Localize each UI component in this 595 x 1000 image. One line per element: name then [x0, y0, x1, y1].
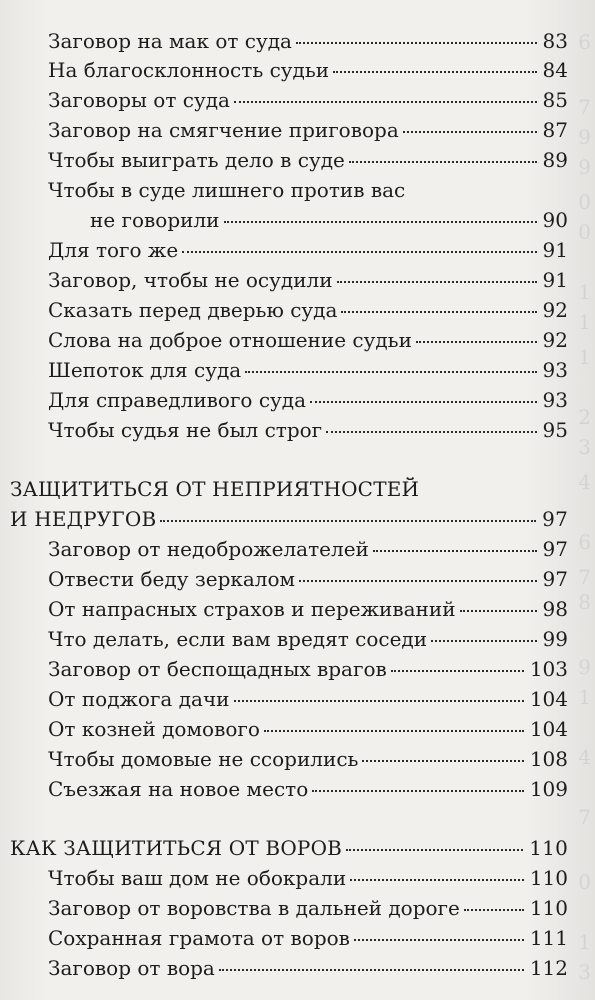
toc-entry-page: 90	[542, 208, 568, 232]
toc-entry-page: 91	[542, 238, 568, 262]
toc-entry-title: Заговор, чтобы не осудили	[48, 268, 333, 292]
toc-entry[interactable]	[48, 747, 568, 771]
toc-entry[interactable]	[48, 537, 568, 561]
toc-entry[interactable]	[48, 58, 568, 82]
dot-leader	[245, 371, 536, 373]
toc-entry-title: Чтобы ваш дом не обокрали	[48, 866, 347, 890]
dot-leader	[234, 700, 524, 702]
toc-entry-page: 92	[542, 328, 568, 352]
dot-leader	[346, 849, 523, 851]
toc-entry[interactable]	[48, 88, 568, 112]
toc-entry-page: 99	[542, 627, 568, 651]
toc-entry-page: 89	[542, 148, 568, 172]
dot-leader	[460, 610, 537, 612]
toc-entry[interactable]	[48, 627, 568, 651]
toc-entry[interactable]	[48, 956, 568, 980]
toc-entry-title: Слова на доброе отношение судьи	[48, 328, 412, 352]
toc-entry-page: 109	[529, 777, 568, 801]
toc-entry-page: 103	[529, 657, 568, 681]
toc-entry-page: 85	[542, 88, 568, 112]
toc-entry-title: Заговор от воровства в дальней дороге	[48, 896, 460, 920]
toc-entry-page: 95	[542, 418, 568, 442]
toc-entry-title: Что делать, если вам вредят соседи	[48, 627, 428, 651]
toc-entry-page: 104	[529, 717, 568, 741]
toc-entry[interactable]	[48, 298, 568, 322]
toc-entry-page: 93	[542, 388, 568, 412]
toc-entry[interactable]	[48, 597, 568, 621]
toc-entry-page: 110	[529, 866, 568, 890]
toc-entry[interactable]	[48, 29, 568, 53]
toc-entry-title: Заговор на смягчение приговора	[48, 118, 399, 142]
toc-entry-title: Съезжая на новое место	[48, 777, 309, 801]
toc-entry[interactable]	[48, 418, 568, 442]
toc-entry[interactable]	[48, 268, 568, 292]
toc-entry[interactable]	[48, 148, 568, 172]
toc-entry-title: Чтобы домовые не ссорились	[48, 747, 359, 771]
toc-entry-title: Отвести беду зеркалом	[48, 567, 296, 591]
section-heading-page: 110	[529, 836, 568, 860]
toc-entry[interactable]	[48, 358, 568, 382]
toc-entry-title: От поджога дачи	[48, 687, 230, 711]
dot-leader	[299, 580, 536, 582]
toc-entry-page: 97	[542, 537, 568, 561]
toc-entry-title: Заговор от беспощадных врагов	[48, 657, 387, 681]
dot-leader	[296, 42, 537, 44]
dot-leader	[337, 281, 537, 283]
section-heading-title: И НЕДРУГОВ	[10, 507, 157, 531]
dot-leader	[349, 161, 537, 163]
dot-leader	[219, 969, 524, 971]
toc-entry-title: Заговор от недоброжелателей	[48, 537, 369, 561]
dot-leader	[431, 640, 536, 642]
toc-entry[interactable]	[48, 777, 568, 801]
toc-entry[interactable]	[48, 567, 568, 591]
dot-leader	[341, 311, 536, 313]
dot-leader	[312, 790, 524, 792]
toc-entry[interactable]	[48, 926, 568, 950]
dot-leader	[224, 221, 537, 223]
toc-entry[interactable]	[90, 208, 568, 232]
toc-entry-page: 87	[542, 118, 568, 142]
toc-entry[interactable]	[48, 896, 568, 920]
toc-entry-page: 97	[542, 567, 568, 591]
toc-entry-page: 112	[529, 956, 568, 980]
toc-entry[interactable]	[48, 657, 568, 681]
dot-leader	[234, 101, 537, 103]
dot-leader	[403, 131, 537, 133]
toc-entry-title[interactable]: Чтобы в суде лишнего против вас	[48, 178, 406, 202]
section-heading-title: КАК ЗАЩИТИТЬСЯ ОТ ВОРОВ	[10, 836, 343, 860]
toc-entry-title: Сохранная грамота от воров	[48, 926, 350, 950]
toc-entry-title: На благосклонность судьи	[48, 58, 330, 82]
section-heading-page: 97	[542, 507, 568, 531]
toc-entry[interactable]	[48, 687, 568, 711]
toc-entry-page: 83	[542, 29, 568, 53]
dot-leader	[160, 520, 536, 522]
toc-entry-title: Чтобы выиграть дело в суде	[48, 148, 345, 172]
section-heading[interactable]: ЗАЩИТИТЬСЯ ОТ НЕПРИЯТНОСТЕЙ	[10, 477, 420, 501]
section-heading-entry[interactable]	[10, 836, 568, 860]
toc-entry-title: Для справедливого суда	[48, 388, 307, 412]
toc-entry[interactable]	[48, 388, 568, 412]
dot-leader	[182, 251, 536, 253]
dot-leader	[264, 730, 524, 732]
dot-leader	[354, 939, 524, 941]
toc-entry-title: Сказать перед дверью суда	[48, 298, 338, 322]
toc-entry-page: 111	[529, 926, 568, 950]
toc-entry[interactable]	[48, 866, 568, 890]
toc-entry[interactable]	[48, 717, 568, 741]
dot-leader	[416, 341, 537, 343]
toc-entry[interactable]	[48, 118, 568, 142]
toc-entry-title: Шепоток для суда	[48, 358, 242, 382]
toc-entry-title: Заговор на мак от суда	[48, 29, 292, 53]
toc-entry-page: 108	[529, 747, 568, 771]
section-heading-entry[interactable]	[10, 507, 568, 531]
toc-entry-page: 104	[529, 687, 568, 711]
toc-entry-title: не говорили	[90, 208, 220, 232]
toc-entry-page: 98	[542, 597, 568, 621]
dot-leader	[310, 401, 537, 403]
dot-leader	[373, 550, 537, 552]
toc-entry-title: От козней домового	[48, 717, 260, 741]
dot-leader	[326, 431, 536, 433]
toc-entry[interactable]	[48, 328, 568, 352]
toc-entry-page: 110	[529, 896, 568, 920]
toc-entry-title: Заговор от вора	[48, 956, 215, 980]
toc-entry-page: 92	[542, 298, 568, 322]
toc-entry-title: Для того же	[48, 238, 179, 262]
dot-leader	[350, 879, 524, 881]
dot-leader	[333, 71, 536, 73]
dot-leader	[362, 760, 523, 762]
toc-entry[interactable]	[48, 238, 568, 262]
toc-entry-title: От напрасных страхов и переживаний	[48, 597, 456, 621]
toc-entry-page: 93	[542, 358, 568, 382]
dot-leader	[464, 909, 524, 911]
dot-leader	[391, 670, 524, 672]
toc-entry-title: Чтобы судья не был строг	[48, 418, 323, 442]
toc-entry-page: 84	[542, 58, 568, 82]
show-through-decoration: 6 7 9 9 0 0 1 1 1 2 3 4 6 7 8 9 1 4 7 0 1 3	[578, 30, 591, 984]
toc-entry-title: Заговоры от суда	[48, 88, 230, 112]
toc-entry-page: 91	[542, 268, 568, 292]
